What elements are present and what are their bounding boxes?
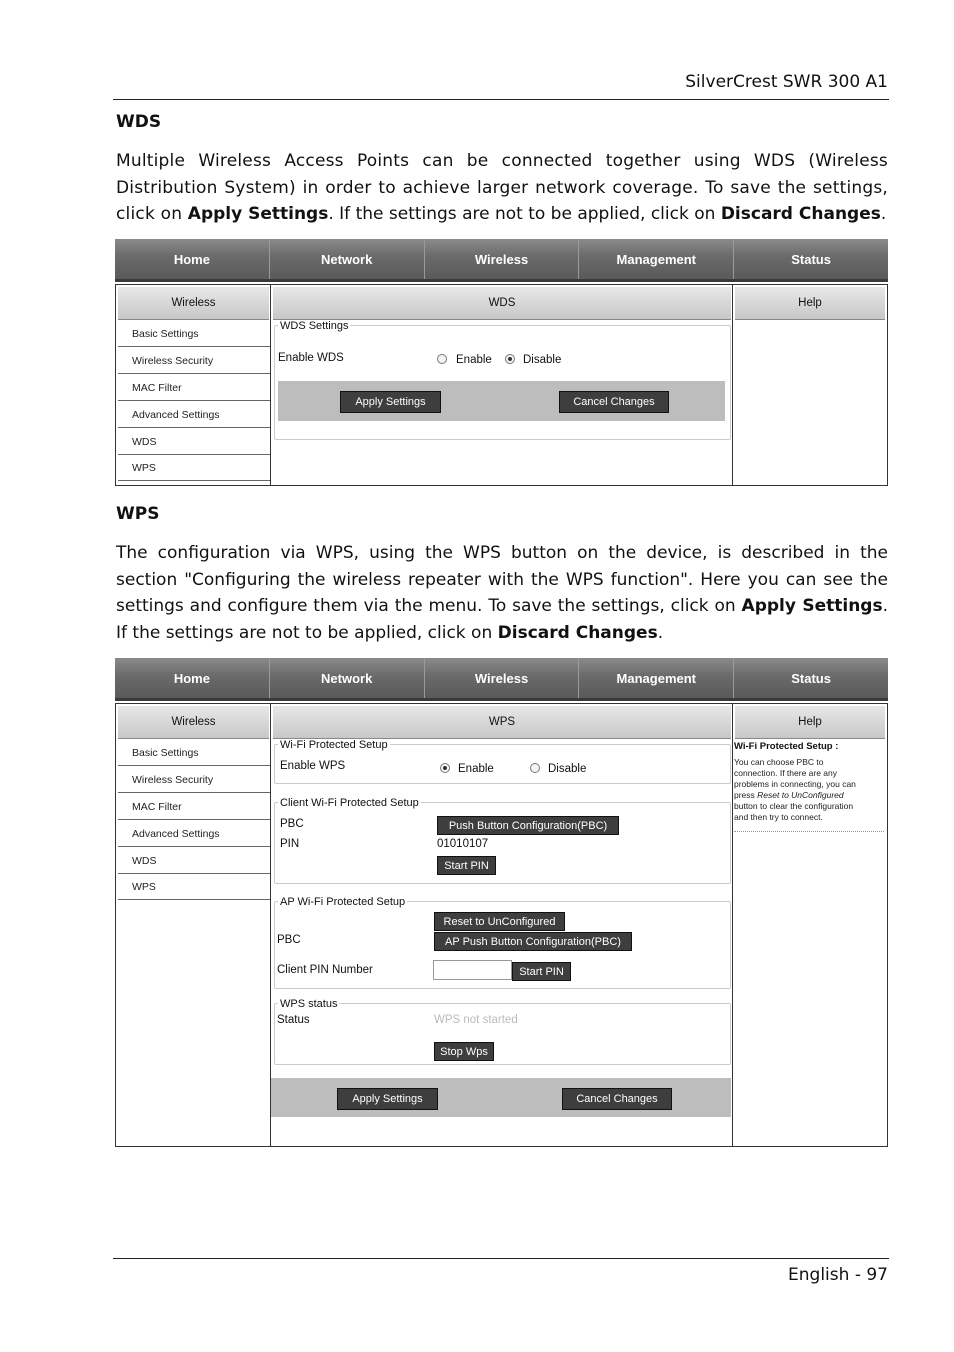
top-nav (115, 239, 888, 282)
panel-title: WPS (273, 706, 731, 739)
reset-unconfigured-button[interactable]: Reset to UnConfigured (434, 912, 565, 931)
sidebar-item-mac-filter[interactable]: MAC Filter (118, 794, 270, 820)
sidebar-item-mac-filter[interactable]: MAC Filter (118, 375, 270, 401)
sidebar-item-wds[interactable]: WDS (118, 429, 270, 455)
document-header: SilverCrest SWR 300 A1 (685, 72, 888, 92)
sidebar-title: Wireless (118, 287, 269, 320)
client-start-pin-button[interactable]: Start PIN (512, 962, 571, 981)
wps-paragraph (116, 540, 888, 646)
help-line: button to clear the configuration (734, 801, 854, 811)
cancel-changes-button[interactable]: Cancel Changes (559, 391, 669, 413)
help-panel (732, 703, 888, 1147)
client-pin-label: Client PIN Number (277, 964, 373, 976)
sidebar-item-basic-settings[interactable]: Basic Settings (118, 321, 270, 347)
wds-text-apply: Apply Settings (187, 204, 329, 224)
wds-text-3: . (880, 204, 887, 224)
client-pin-input[interactable] (433, 960, 512, 980)
apply-settings-button[interactable]: Apply Settings (340, 391, 441, 413)
ap-wps-legend: AP Wi-Fi Protected Setup (280, 896, 406, 908)
nav-network[interactable]: Network (270, 658, 425, 698)
wps-enable-radio[interactable] (440, 763, 450, 773)
wds-text-2: . If the settings are not to be applied, click on (328, 204, 721, 224)
wps-status-legend: WPS status (280, 998, 338, 1010)
sidebar-item-wps[interactable]: WPS (118, 874, 270, 900)
help-italic: Reset to UnConfigured (757, 790, 844, 800)
help-line (734, 790, 856, 801)
nav-status[interactable]: Status (791, 670, 831, 686)
nav-status[interactable]: Status (791, 251, 831, 267)
wps-status-fieldset (274, 1003, 731, 1065)
nav-management[interactable]: Management (579, 239, 734, 279)
nav-wireless[interactable]: Wireless (425, 239, 580, 279)
help-title: Help (735, 706, 885, 739)
status-label: Status (277, 1014, 310, 1026)
pbc-button[interactable]: Push Button Configuration(PBC) (437, 816, 619, 835)
main-panel (270, 284, 734, 486)
footer-rule (113, 1258, 889, 1259)
main-panel (270, 703, 734, 1147)
stop-wps-button[interactable]: Stop Wps (434, 1042, 494, 1061)
status-value: WPS not started (434, 1014, 518, 1026)
help-title: Help (735, 287, 885, 320)
wps-text-apply: Apply Settings (741, 596, 883, 616)
sidebar-title: Wireless (118, 706, 269, 739)
wps-fieldset-legend: Wi-Fi Protected Setup (280, 739, 388, 751)
fieldset-legend: WDS Settings (280, 320, 349, 332)
wps-disable-option: Disable (548, 763, 587, 775)
wps-router-screenshot (115, 658, 888, 1147)
wds-enable-radio[interactable] (437, 354, 447, 364)
top-nav (115, 658, 888, 701)
sidebar-item-wireless-security[interactable]: Wireless Security (118, 348, 270, 374)
wds-heading: WDS (116, 112, 162, 132)
wds-paragraph (116, 148, 888, 228)
wps-disable-radio[interactable] (530, 763, 540, 773)
sidebar (115, 284, 272, 486)
sidebar-item-basic-settings[interactable]: Basic Settings (118, 740, 270, 766)
sidebar-item-advanced-settings[interactable]: Advanced Settings (118, 402, 270, 428)
help-text (734, 757, 856, 823)
sidebar-item-advanced-settings[interactable]: Advanced Settings (118, 821, 270, 847)
nav-wireless[interactable]: Wireless (425, 658, 580, 698)
start-pin-button[interactable]: Start PIN (437, 856, 496, 875)
sidebar (115, 703, 272, 1147)
nav-network[interactable]: Network (270, 239, 425, 279)
nav-home[interactable]: Home (115, 658, 270, 698)
help-divider (734, 831, 884, 832)
ap-pbc-label: PBC (277, 934, 301, 946)
help-line: connection. If there are any (734, 768, 838, 778)
wps-text-1: The configuration via WPS, using the WPS button on the device, is described in the section "Configuring the wireless repeater with the WPS function". Here you can see the settings and configure them via the menu. To save the settings, click on (116, 543, 888, 616)
client-wps-legend: Client Wi-Fi Protected Setup (280, 797, 419, 809)
wps-text-3: . (657, 622, 664, 643)
header-rule (113, 99, 889, 100)
apply-settings-button[interactable]: Apply Settings (337, 1088, 438, 1110)
help-line: You can choose PBC to (734, 757, 824, 767)
sidebar-item-wds[interactable]: WDS (118, 848, 270, 874)
wds-enable-option: Enable (456, 354, 492, 366)
sidebar-item-wireless-security[interactable]: Wireless Security (118, 767, 270, 793)
wps-text-2: . If the settings are not to be applied, click on (116, 596, 888, 643)
page-number: English - 97 (788, 1265, 888, 1285)
help-line: problems in connecting, you can (734, 779, 856, 789)
wds-text-discard: Discard Changes (720, 204, 881, 224)
help-press: press (734, 790, 758, 800)
wds-disable-radio[interactable] (505, 354, 515, 364)
help-line: and then try to connect. (734, 812, 823, 822)
pin-value: 01010107 (437, 838, 489, 850)
wps-heading: WPS (116, 504, 160, 524)
wds-text-1: Multiple Wireless Access Points can be connected together using WDS (Wireless Distribution System) in order to achieve larger network coverage. To save the settings, click on (116, 151, 888, 224)
wps-text-discard: Discard Changes (497, 622, 658, 643)
enable-wds-label: Enable WDS (278, 352, 344, 364)
nav-management[interactable]: Management (579, 658, 734, 698)
cancel-changes-button[interactable]: Cancel Changes (562, 1088, 672, 1110)
ap-pbc-button[interactable]: AP Push Button Configuration(PBC) (434, 932, 632, 951)
help-panel (732, 284, 888, 486)
client-wps-fieldset (274, 802, 731, 884)
pin-label: PIN (280, 838, 300, 850)
panel-title: WDS (273, 287, 731, 320)
help-heading: Wi-Fi Protected Setup : (734, 741, 839, 752)
sidebar-item-wps[interactable]: WPS (118, 455, 270, 481)
nav-home[interactable]: Home (115, 239, 270, 279)
pbc-label: PBC (280, 818, 304, 830)
wds-router-screenshot (115, 239, 888, 485)
wds-disable-option: Disable (523, 354, 562, 366)
enable-wps-label: Enable WPS (280, 760, 346, 772)
wps-enable-option: Enable (458, 763, 494, 775)
